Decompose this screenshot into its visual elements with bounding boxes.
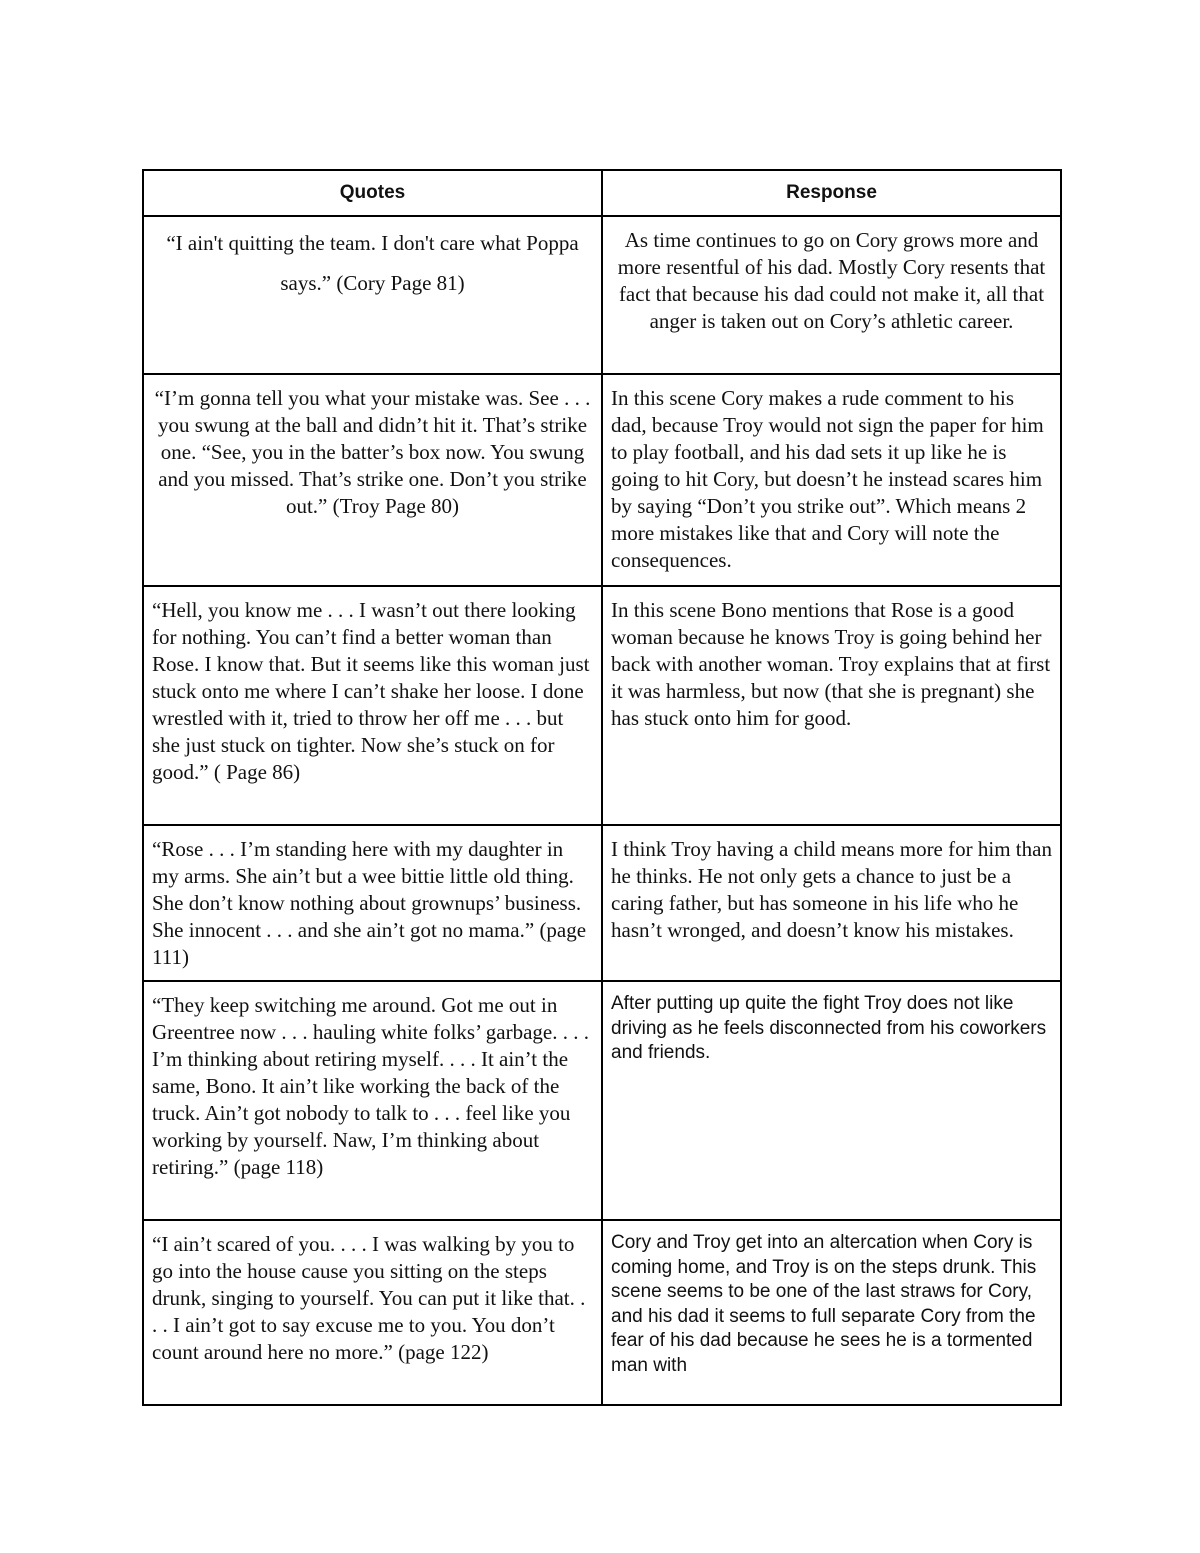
quotes-column-header: Quotes: [143, 170, 602, 216]
response-column-header: Response: [602, 170, 1061, 216]
quote-cell: “Hell, you know me . . . I wasn’t out there looking for nothing. You can’t find a better woman than Rose. I know that. But it seems like this woman just stuck onto me where I can’t shake her loose. I done wrestled with it, tried to throw her off me . . . but she just stuck on tighter. Now she’s stuck on for good.” ( Page 86): [143, 586, 602, 825]
response-cell: I think Troy having a child means more for him than he thinks. He not only gets a chance to just be a caring father, but has someone in his life who he hasn’t wronged, and doesn’t know his mistakes.: [602, 825, 1061, 981]
quotes-response-table: [142, 169, 1062, 1406]
response-cell: Cory and Troy get into an altercation when Cory is coming home, and Troy is on the steps drunk. This scene seems to be one of the last straws for Cory, and his dad it seems to full separate Cory from the fear of his dad because he sees he is a tormented man with: [602, 1220, 1061, 1405]
table-row: [143, 216, 1061, 374]
table-row: [143, 374, 1061, 586]
table-row: [143, 1220, 1061, 1405]
quote-cell: “They keep switching me around. Got me out in Greentree now . . . hauling white folks’ garbage. . . . I’m thinking about retiring myself. . . . It ain’t the same, Bono. It ain’t like working the back of the truck. Ain’t got nobody to talk to . . . feel like you working by yourself. Naw, I’m thinking about retiring.” (page 118): [143, 981, 602, 1220]
quote-cell: “I’m gonna tell you what your mistake was. See . . . you swung at the ball and didn’t hit it. That’s strike one. “See, you in the batter’s box now. You swung and you missed. That’s strike one. Don’t you strike out.” (Troy Page 80): [143, 374, 602, 586]
table-row: [143, 825, 1061, 981]
table-row: [143, 586, 1061, 825]
table-header-row: [143, 170, 1061, 216]
quote-cell: “I ain't quitting the team. I don't care what Poppa says.” (Cory Page 81): [143, 216, 602, 374]
response-cell: As time continues to go on Cory grows more and more resentful of his dad. Mostly Cory resents that fact that because his dad could not make it, all that anger is taken out on Cory’s athletic career.: [602, 216, 1061, 374]
response-cell: In this scene Bono mentions that Rose is a good woman because he knows Troy is going behind her back with another woman. Troy explains that at first it was harmless, but now (that she is pregnant) she has stuck onto him for good.: [602, 586, 1061, 825]
response-cell: After putting up quite the fight Troy does not like driving as he feels disconnected from his coworkers and friends.: [602, 981, 1061, 1220]
response-cell: In this scene Cory makes a rude comment to his dad, because Troy would not sign the paper for him to play football, and his dad sets it up like he is going to hit Cory, but doesn’t he instead scares him by saying “Don’t you strike out”. Which means 2 more mistakes like that and Cory will note the consequences.: [602, 374, 1061, 586]
table-row: [143, 981, 1061, 1220]
quote-cell: “Rose . . . I’m standing here with my daughter in my arms. She ain’t but a wee bittie little old thing. She don’t know nothing about grownups’ business. She innocent . . . and she ain’t got no mama.” (page 111): [143, 825, 602, 981]
quote-cell: “I ain’t scared of you. . . . I was walking by you to go into the house cause you sitting on the steps drunk, singing to yourself. You can put it like that. . . . I ain’t got to say excuse me to you. You don’t count around here no more.” (page 122): [143, 1220, 602, 1405]
